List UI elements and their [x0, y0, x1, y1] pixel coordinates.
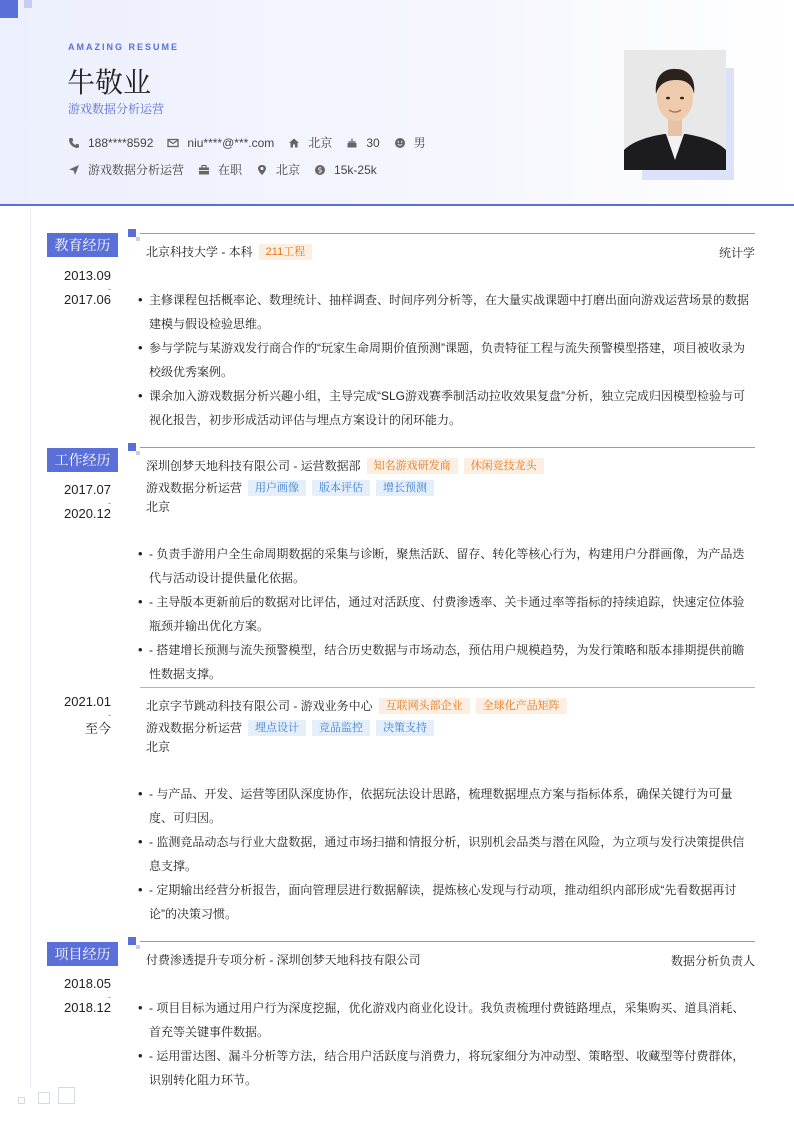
resume-tagline: AMAZING RESUME: [68, 42, 179, 52]
intent-city-text: 北京: [276, 163, 301, 177]
project-name: 付费渗透提升专项分析 - 深圳创梦天地科技有限公司: [146, 953, 421, 967]
edu-bullet: • 参与学院与某游戏发行商合作的“玩家生命周期价值预测”课题，负责特征工程与流失预警模型搭建，项目被收录为校级优秀案例。: [138, 336, 755, 384]
candidate-title: 游戏数据分析运营: [68, 102, 165, 116]
edu-start-date: 2013.09: [64, 268, 111, 283]
work-start-date: 2021.01: [64, 694, 111, 709]
work-role-row: [146, 479, 434, 496]
role-name: 游戏数据分析运营: [146, 721, 243, 735]
phone-number: 188****8592: [88, 135, 154, 150]
work-bullet: • - 搭建增长预测与流失预警模型，结合历史数据与市场动态，预估用户规模趋势，为发行策略和版本排期提供前瞻性数据支撑。: [138, 638, 755, 686]
section-marker-small: [136, 945, 140, 949]
role-tag: 埋点设计: [248, 720, 306, 736]
edu-bullet: • 课余加入游戏数据分析兴趣小组，主导完成“SLG游戏赛季制活动拉收效果复盘”分析，独立完成归因模型检验与可视化报告，初步形成活动评估与埋点方案设计的闭环能力。: [138, 384, 755, 432]
work-bullet: • - 负责手游用户全生命周期数据的采集与诊断，聚焦活跃、留存、转化等核心行为，构建用户分群画像，为产品迭代与活动设计提供量化依据。: [138, 542, 755, 590]
gender-value: 男: [413, 136, 426, 150]
corner-decoration: [0, 0, 18, 18]
company-tag: 休闲竞技龙头: [464, 458, 544, 474]
section-marker-small: [136, 451, 140, 455]
job-intent-row: [68, 161, 391, 178]
project-role: 数据分析负责人: [670, 954, 755, 968]
date-separator: -: [108, 992, 111, 1002]
date-separator: -: [108, 284, 111, 294]
footer-decoration: [18, 1097, 25, 1104]
section-divider: [140, 233, 755, 234]
work-end-date: 至今: [84, 721, 111, 736]
edu-bullet: • 主修课程包括概率论、数理统计、抽样调查、时间序列分析等，在大量实战课题中打磨出面向游戏运营场景的数据建模与假设检验思维。: [138, 288, 755, 336]
residence-city: 北京: [308, 136, 333, 150]
project-start-date: 2018.05: [64, 976, 111, 991]
work-bullet: • - 与产品、开发、运营等团队深度协作，依据玩法设计思路，梳理数据埋点方案与指标体系，确保关键行为可量度、可归因。: [138, 782, 755, 830]
edu-school-row: [146, 243, 312, 260]
project-end-date: 2018.12: [64, 1000, 111, 1015]
corner-decoration-small: [24, 0, 32, 8]
timeline-guide: [30, 208, 31, 1088]
work-end-date: 2020.12: [64, 506, 111, 521]
contact-email: [167, 136, 274, 150]
work-company-row: [146, 457, 544, 474]
intent-status-text: 在职: [218, 163, 243, 177]
phone-icon: [68, 137, 80, 149]
edu-major: 统计学: [718, 246, 755, 260]
section-title-work: 工作经历: [47, 448, 118, 472]
role-name: 游戏数据分析运营: [146, 481, 243, 495]
intent-status: [198, 161, 242, 178]
footer-decoration: [58, 1087, 75, 1104]
age-value: 30: [366, 135, 380, 150]
company-tag: 知名游戏研发商: [367, 458, 458, 474]
school-name: 北京科技大学 - 本科: [146, 245, 253, 259]
role-tag: 决策支持: [376, 720, 434, 736]
contact-phone: [68, 136, 153, 150]
date-separator: -: [108, 498, 111, 508]
money-icon: [314, 164, 326, 176]
entry-divider: [140, 687, 755, 688]
contact-residence: [288, 134, 332, 151]
work-city: 北京: [146, 740, 171, 754]
contact-age: [346, 136, 379, 150]
intent-city: [256, 161, 300, 178]
section-marker-small: [136, 237, 140, 241]
section-divider: [140, 941, 755, 942]
role-tag: 竞品监控: [312, 720, 370, 736]
work-company-row: [146, 697, 567, 714]
mail-icon: [167, 137, 179, 149]
project-bullet: • - 项目目标为通过用户行为深度挖掘，优化游戏内商业化设计。我负责梳理付费链路埋点，采集购买、道具消耗、首充等关键事件数据。: [138, 996, 755, 1044]
candidate-name: 牛敬业: [67, 66, 152, 99]
date-separator: -: [108, 710, 111, 720]
work-bullet: • - 监测竞品动态与行业大盘数据，通过市场扫描和情报分析，识别机会品类与潜在风险，为立项与发行决策提供信息支撑。: [138, 830, 755, 878]
intent-position-text: 游戏数据分析运营: [88, 163, 185, 177]
location-icon: [256, 164, 268, 176]
company-tag: 全球化产品矩阵: [476, 698, 567, 714]
company-name: 北京字节跳动科技有限公司 - 游戏业务中心: [146, 699, 373, 713]
home-icon: [288, 137, 300, 149]
candidate-photo: [624, 50, 726, 170]
section-title-projects: 项目经历: [47, 942, 118, 966]
work-start-date: 2017.07: [64, 482, 111, 497]
section-title-education: 教育经历: [47, 233, 118, 257]
section-divider: [140, 447, 755, 448]
work-city: 北京: [146, 500, 171, 514]
cake-icon: [346, 137, 358, 149]
company-tag: 互联网头部企业: [379, 698, 470, 714]
edu-end-date: 2017.06: [64, 292, 111, 307]
section-marker: [128, 443, 136, 451]
intent-salary-text: 15k-25k: [334, 162, 377, 177]
school-tag: 211工程: [259, 244, 313, 260]
project-bullet: • - 运用雷达图、漏斗分析等方法，结合用户活跃度与消费力，将玩家细分为冲动型、策略型、收藏型等付费群体，识别转化阻力环节。: [138, 1044, 755, 1092]
footer-decoration: [38, 1092, 50, 1104]
section-marker: [128, 937, 136, 945]
intent-salary: [314, 163, 377, 177]
gender-icon: [394, 137, 406, 149]
contact-gender: [394, 134, 426, 151]
email-address: niu****@***.com: [187, 135, 275, 150]
work-role-row: [146, 719, 434, 736]
company-name: 深圳创梦天地科技有限公司 - 运营数据部: [146, 459, 361, 473]
briefcase-icon: [198, 164, 210, 176]
work-bullet: • - 主导版本更新前后的数据对比评估，通过对活跃度、付费渗透率、关卡通过率等指标的持续追踪，快速定位体验瓶颈并输出优化方案。: [138, 590, 755, 638]
role-tag: 用户画像: [248, 480, 306, 496]
work-bullet: • - 定期输出经营分析报告，面向管理层进行数据解读，提炼核心发现与行动项，推动组织内部形成“先看数据再讨论”的决策习惯。: [138, 878, 755, 926]
svg-text:$: $: [317, 165, 323, 175]
role-tag: 版本评估: [312, 480, 370, 496]
section-marker: [128, 229, 136, 237]
intent-position: [68, 161, 184, 178]
contact-row: [68, 134, 440, 151]
role-tag: 增长预测: [376, 480, 434, 496]
send-icon: [68, 164, 80, 176]
